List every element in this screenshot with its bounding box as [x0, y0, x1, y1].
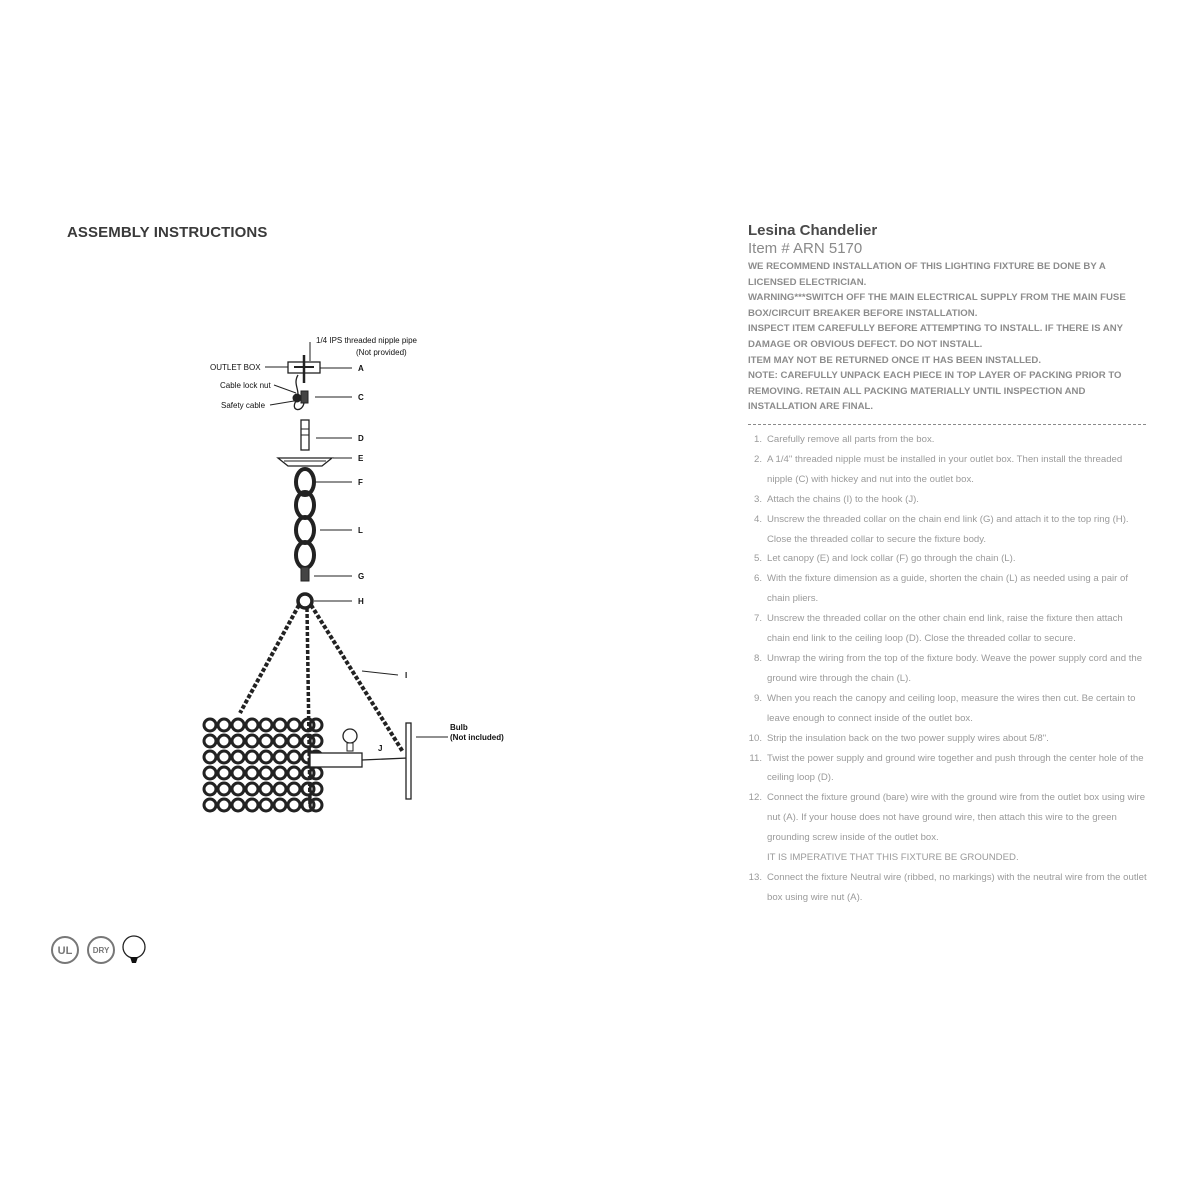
list-item: 2. A 1/4" threaded nipple must be installed in your outlet box. Then install the threaded nipple (C) with hickey and nut into the outlet box.: [753, 453, 1123, 485]
list-item: 11. Twist the power supply and ground wire together and push through the center hole of the ceiling loop (D).: [749, 752, 1144, 784]
product-name: Lesina Chandelier: [748, 222, 878, 239]
list-item: 10. Strip the insulation back on the two power supply wires about 5/8".: [748, 732, 1049, 744]
part-d-label: D: [358, 434, 364, 443]
ul-listed-icon: [52, 937, 78, 963]
part-c-label: C: [358, 393, 364, 402]
part-l-label: L: [358, 526, 363, 535]
part-j-label: J: [378, 744, 383, 753]
list-item: 6. With the fixture dimension as a guide, shorten the chain (L) as needed using a pair of chain pliers.: [753, 573, 1129, 605]
part-i-label: I: [405, 671, 408, 680]
assembly-instructions-heading: ASSEMBLY INSTRUCTIONS: [67, 224, 268, 241]
bulb-label: Bulb: [450, 723, 468, 732]
warning-inspect-item: INSPECT ITEM CAREFULLY BEFORE ATTEMPTING TO INSTALL. IF THERE IS ANY DAMAGE OR OBVIOUS DEFECT. DO NOT INSTALL.: [748, 323, 1123, 350]
list-item: 12. Connect the fixture ground (bare) wire with the ground wire from the outlet box using wire nut (A). If your house does not have ground wire, then attach this wire to the green grounding screw inside of the outlet box. IT IS IMPERATIVE THAT THIS FIXTURE BE GROUNDED.: [748, 788, 1148, 868]
cable-lock-nut-label: Cable lock nut: [220, 381, 271, 390]
grounding-note: IT IS IMPERATIVE THAT THIS FIXTURE BE GROUNDED.: [767, 852, 1019, 864]
outlet-box-label: OUTLET BOX: [210, 363, 261, 372]
list-item: 7. Unscrew the threaded collar on the other chain end link, raise the fixture then attach chain end link to the ceiling loop (D). Close the threaded collar to secure.: [753, 613, 1123, 645]
item-number: Item # ARN 5170: [748, 240, 863, 257]
part-a-label: A: [358, 364, 364, 373]
list-item: 13. Connect the fixture Neutral wire (ribbed, no markings) with the neutral wire from the outlet box using wire nut (A).: [748, 871, 1147, 903]
not-provided-label: (Not provided): [356, 348, 407, 357]
list-item: 3. Attach the chains (I) to the hook (J).: [753, 493, 919, 505]
part-h-label: H: [358, 597, 364, 606]
dashed-divider: [748, 424, 1146, 425]
warning-unpack-note: NOTE: CAREFULLY UNPACK EACH PIECE IN TOP LAYER OF PACKING PRIOR TO REMOVING. RETAIN ALL PACKING MATERIALLY UNTIL INSPECTION AND INSTALLATION ARE FINAL.: [748, 370, 1122, 413]
warning-no-returns: ITEM MAY NOT BE RETURNED ONCE IT HAS BEEN INSTALLED.: [748, 354, 1041, 366]
warning-licensed-electrician: WE RECOMMEND INSTALLATION OF THIS LIGHTING FIXTURE BE DONE BY A LICENSED ELECTRICIAN.: [748, 261, 1106, 288]
part-f-label: F: [358, 478, 363, 487]
svg-text:DRY: DRY: [92, 946, 110, 955]
certification-badges: [50, 933, 150, 969]
warnings-block: [748, 259, 1148, 415]
list-item: 1. Carefully remove all parts from the box.: [753, 434, 935, 445]
bulb-icon: [123, 936, 145, 963]
product-info-panel: [748, 222, 1148, 425]
list-item: 5. Let canopy (E) and lock collar (F) go through the chain (L).: [753, 553, 1016, 565]
list-item: 8. Unwrap the wiring from the top of the fixture body. Weave the power supply cord and the ground wire through the chain (L).: [753, 652, 1143, 684]
part-e-label: E: [358, 454, 364, 463]
not-included-label: (Not included): [450, 733, 504, 742]
svg-text:UL: UL: [57, 945, 73, 957]
list-item: 9. When you reach the canopy and ceiling loop, measure the wires then cut. Be certain to leave enough to connect inside of the outlet box.: [753, 692, 1136, 724]
dry-location-icon: [88, 937, 114, 963]
safety-cable-label: Safety cable: [221, 401, 266, 410]
part-g-label: G: [358, 572, 365, 581]
warning-switch-off: WARNING***SWITCH OFF THE MAIN ELECTRICAL SUPPLY FROM THE MAIN FUSE BOX/CIRCUIT BREAKER BEFORE INSTALLATION.: [748, 292, 1126, 319]
list-item: 4. Unscrew the threaded collar on the chain end link (G) and attach it to the top ring (H). Close the threaded collar to secure the fixture body.: [753, 513, 1129, 545]
nipple-pipe-label: 1/4 IPS threaded nipple pipe: [316, 336, 417, 345]
instruction-steps: [748, 430, 1148, 908]
chandelier-assembly-diagram: [190, 325, 520, 815]
